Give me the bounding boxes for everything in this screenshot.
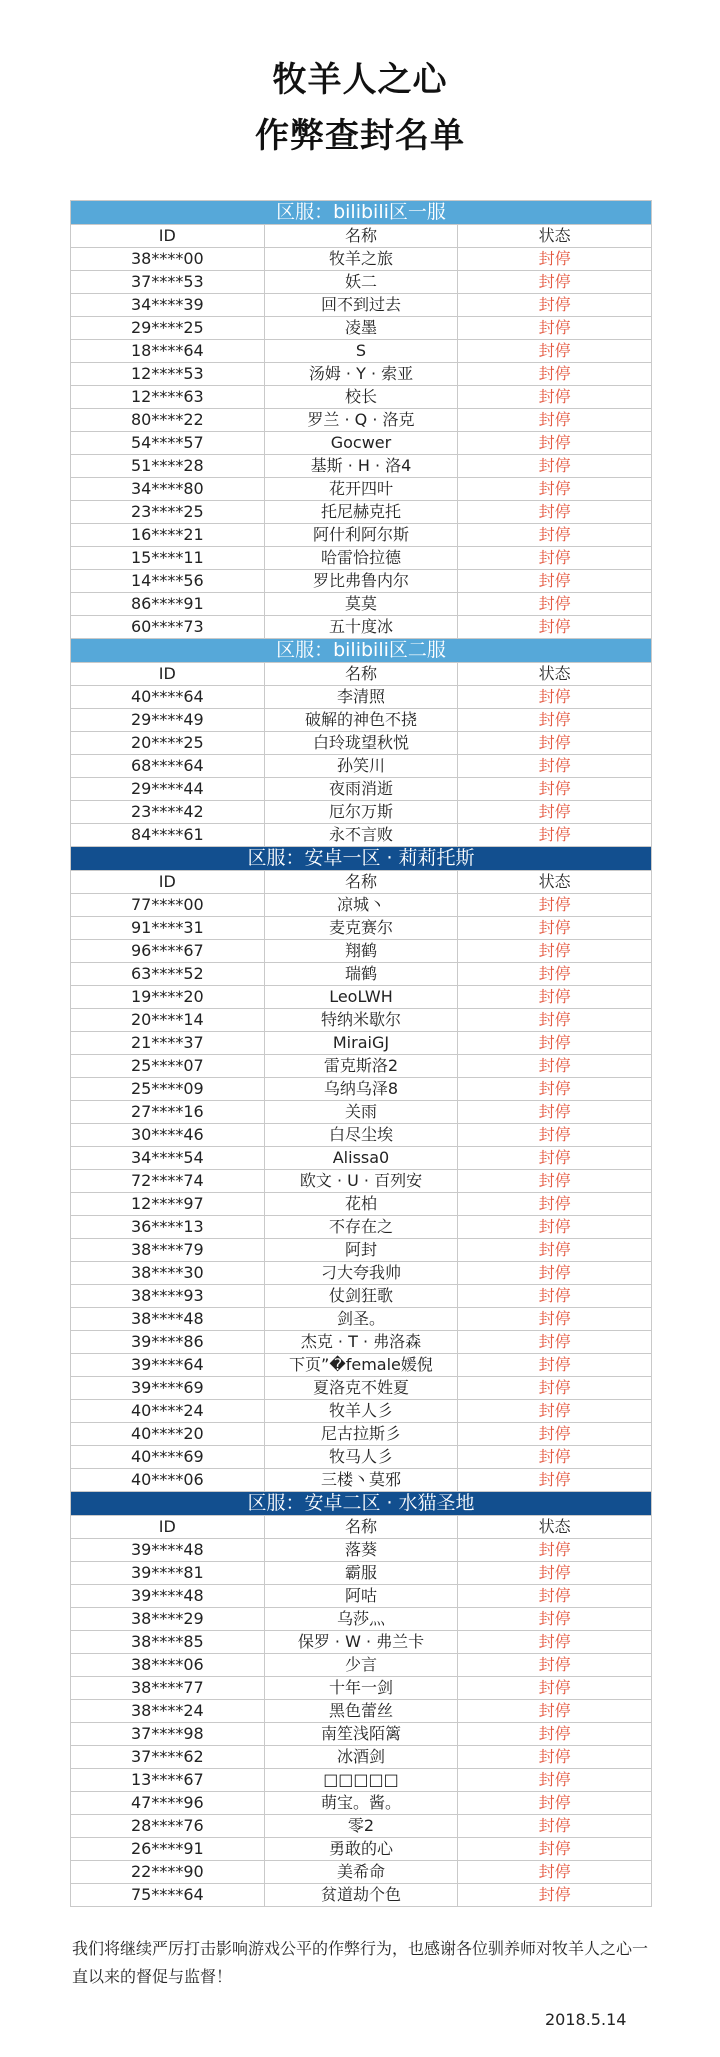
status-cell: 封停: [458, 1677, 652, 1700]
status-cell: 封停: [458, 478, 652, 501]
status-cell: 封停: [458, 1262, 652, 1285]
status-cell: 封停: [458, 1078, 652, 1101]
table-row: [71, 386, 652, 409]
table-row: [71, 547, 652, 570]
status-cell: 封停: [458, 1055, 652, 1078]
section-title: 区服：bilibili区二服: [71, 639, 652, 663]
player-id: 39****48: [71, 1585, 265, 1608]
table-row: [71, 1009, 652, 1032]
status-cell: 封停: [458, 524, 652, 547]
player-id: 77****00: [71, 894, 265, 917]
column-header-name: 名称: [264, 871, 458, 894]
page-title-line2: 作弊查封名单: [255, 116, 465, 156]
player-name: 关雨: [264, 1101, 458, 1124]
table-row: [71, 1884, 652, 1907]
table-row: [71, 1285, 652, 1308]
column-header-id: ID: [71, 1516, 265, 1539]
player-name: 夏洛克不姓夏: [264, 1377, 458, 1400]
table-row: [71, 1239, 652, 1262]
status-cell: 封停: [458, 894, 652, 917]
player-id: 13****67: [71, 1769, 265, 1792]
player-name: S: [264, 340, 458, 363]
table-row: [71, 317, 652, 340]
player-name: 白玲珑望秋悦: [264, 732, 458, 755]
player-name: 麦克赛尔: [264, 917, 458, 940]
player-name: 凌墨: [264, 317, 458, 340]
player-id: 28****76: [71, 1815, 265, 1838]
section-header: [71, 639, 652, 663]
player-name: 尼古拉斯彡: [264, 1423, 458, 1446]
status-cell: 封停: [458, 248, 652, 271]
table-row: [71, 1147, 652, 1170]
table-row: [71, 1078, 652, 1101]
table-row: [71, 1746, 652, 1769]
status-cell: 封停: [458, 271, 652, 294]
table-row: [71, 986, 652, 1009]
player-id: 38****77: [71, 1677, 265, 1700]
player-name: 乌莎灬: [264, 1608, 458, 1631]
table-row: [71, 1032, 652, 1055]
status-cell: 封停: [458, 1170, 652, 1193]
status-cell: 封停: [458, 1838, 652, 1861]
player-name: 阿封: [264, 1239, 458, 1262]
player-id: 75****64: [71, 1884, 265, 1907]
player-id: 39****64: [71, 1354, 265, 1377]
status-cell: 封停: [458, 1539, 652, 1562]
table-row: [71, 1193, 652, 1216]
player-name: 托尼赫克托: [264, 501, 458, 524]
player-name: 莫莫: [264, 593, 458, 616]
table-row: [71, 271, 652, 294]
table-row: [71, 524, 652, 547]
player-id: 38****29: [71, 1608, 265, 1631]
player-id: 38****79: [71, 1239, 265, 1262]
status-cell: 封停: [458, 432, 652, 455]
player-id: 27****16: [71, 1101, 265, 1124]
status-cell: 封停: [458, 940, 652, 963]
table-row: [71, 778, 652, 801]
player-id: 29****25: [71, 317, 265, 340]
table-row: [71, 1700, 652, 1723]
player-id: 20****25: [71, 732, 265, 755]
player-id: 51****28: [71, 455, 265, 478]
player-id: 37****98: [71, 1723, 265, 1746]
status-cell: 封停: [458, 1331, 652, 1354]
column-header-status: 状态: [458, 225, 652, 248]
player-id: 38****48: [71, 1308, 265, 1331]
table-row: [71, 1446, 652, 1469]
section-title: 区服：安卓一区 · 莉莉托斯: [71, 847, 652, 871]
player-id: 36****13: [71, 1216, 265, 1239]
player-id: 18****64: [71, 340, 265, 363]
section-header: [71, 847, 652, 871]
player-name: 刁大夸我帅: [264, 1262, 458, 1285]
table-row: [71, 478, 652, 501]
player-id: 38****24: [71, 1700, 265, 1723]
ban-list: [70, 200, 652, 1907]
player-id: 39****86: [71, 1331, 265, 1354]
player-id: 26****91: [71, 1838, 265, 1861]
table-row: [71, 686, 652, 709]
player-name: 李清照: [264, 686, 458, 709]
table-row: [71, 455, 652, 478]
player-name: 白尽尘埃: [264, 1124, 458, 1147]
status-cell: 封停: [458, 1147, 652, 1170]
status-cell: 封停: [458, 386, 652, 409]
player-id: 19****20: [71, 986, 265, 1009]
player-id: 38****85: [71, 1631, 265, 1654]
player-id: 91****31: [71, 917, 265, 940]
status-cell: 封停: [458, 1285, 652, 1308]
player-name: 欧文 · U · 百列安: [264, 1170, 458, 1193]
status-cell: 封停: [458, 963, 652, 986]
player-name: 回不到过去: [264, 294, 458, 317]
player-name: 牧马人彡: [264, 1446, 458, 1469]
status-cell: 封停: [458, 363, 652, 386]
table-row: [71, 709, 652, 732]
player-name: 黑色蕾丝: [264, 1700, 458, 1723]
status-cell: 封停: [458, 616, 652, 639]
player-id: 38****30: [71, 1262, 265, 1285]
player-id: 47****96: [71, 1792, 265, 1815]
table-row: [71, 363, 652, 386]
column-header-status: 状态: [458, 663, 652, 686]
player-id: 60****73: [71, 616, 265, 639]
player-id: 16****21: [71, 524, 265, 547]
status-cell: 封停: [458, 1654, 652, 1677]
status-cell: 封停: [458, 801, 652, 824]
player-name: 翔鹤: [264, 940, 458, 963]
player-id: 37****62: [71, 1746, 265, 1769]
status-cell: 封停: [458, 1631, 652, 1654]
table-row: [71, 755, 652, 778]
status-cell: 封停: [458, 917, 652, 940]
status-cell: 封停: [458, 732, 652, 755]
player-name: 杰克 · T · 弗洛森: [264, 1331, 458, 1354]
column-header-row: [71, 1516, 652, 1539]
section-title: 区服：bilibili区一服: [71, 201, 652, 225]
status-cell: 封停: [458, 1308, 652, 1331]
table-row: [71, 1331, 652, 1354]
status-cell: 封停: [458, 986, 652, 1009]
player-id: 15****11: [71, 547, 265, 570]
player-id: 30****46: [71, 1124, 265, 1147]
status-cell: 封停: [458, 1216, 652, 1239]
player-name: 瑞鹤: [264, 963, 458, 986]
table-row: [71, 501, 652, 524]
player-id: 68****64: [71, 755, 265, 778]
status-cell: 封停: [458, 1239, 652, 1262]
player-name: 阿咕: [264, 1585, 458, 1608]
player-name: 哈雷恰拉德: [264, 547, 458, 570]
section-header: [71, 1492, 652, 1516]
player-name: 阿什利阿尔斯: [264, 524, 458, 547]
player-id: 23****25: [71, 501, 265, 524]
player-id: 40****64: [71, 686, 265, 709]
column-header-name: 名称: [264, 663, 458, 686]
column-header-id: ID: [71, 225, 265, 248]
table-row: [71, 1101, 652, 1124]
table-row: [71, 1400, 652, 1423]
table-row: [71, 593, 652, 616]
table-row: [71, 1423, 652, 1446]
player-id: 38****00: [71, 248, 265, 271]
table-row: [71, 1469, 652, 1492]
player-id: 37****53: [71, 271, 265, 294]
player-name: 仗剑狂歌: [264, 1285, 458, 1308]
status-cell: 封停: [458, 1585, 652, 1608]
player-id: 25****07: [71, 1055, 265, 1078]
player-id: 80****22: [71, 409, 265, 432]
player-id: 38****93: [71, 1285, 265, 1308]
table-row: [71, 1216, 652, 1239]
column-header-row: [71, 871, 652, 894]
player-name: Alissa0: [264, 1147, 458, 1170]
column-header-name: 名称: [264, 1516, 458, 1539]
player-name: 罗兰 · Q · 洛克: [264, 409, 458, 432]
player-name: 罗比弗鲁内尔: [264, 570, 458, 593]
status-cell: 封停: [458, 1884, 652, 1907]
table-row: [71, 732, 652, 755]
section-header: [71, 201, 652, 225]
player-name: 乌纳乌泽8: [264, 1078, 458, 1101]
status-cell: 封停: [458, 570, 652, 593]
player-name: 牧羊人彡: [264, 1400, 458, 1423]
player-id: 40****20: [71, 1423, 265, 1446]
player-name: 下页”�female媛倪: [264, 1354, 458, 1377]
status-cell: 封停: [458, 1469, 652, 1492]
player-id: 54****57: [71, 432, 265, 455]
table-row: [71, 1262, 652, 1285]
player-name: 贫道劫个色: [264, 1884, 458, 1907]
player-name: 雷克斯洛2: [264, 1055, 458, 1078]
status-cell: 封停: [458, 1746, 652, 1769]
table-row: [71, 1861, 652, 1884]
player-id: 39****81: [71, 1562, 265, 1585]
player-name: 夜雨消逝: [264, 778, 458, 801]
table-row: [71, 1377, 652, 1400]
section-title: 区服：安卓二区 · 水猫圣地: [71, 1492, 652, 1516]
table-row: [71, 248, 652, 271]
player-name: 牧羊之旅: [264, 248, 458, 271]
player-name: 五十度冰: [264, 616, 458, 639]
status-cell: 封停: [458, 1032, 652, 1055]
footer-note: 我们将继续严厉打击影响游戏公平的作弊行为，也感谢各位驯养师对牧羊人之心一直以来的督促与监督！: [72, 1939, 649, 1986]
player-name: 少言: [264, 1654, 458, 1677]
player-name: 汤姆 · Y · 索亚: [264, 363, 458, 386]
status-cell: 封停: [458, 686, 652, 709]
player-name: 零2: [264, 1815, 458, 1838]
table-row: [71, 1769, 652, 1792]
status-cell: 封停: [458, 409, 652, 432]
table-row: [71, 1354, 652, 1377]
player-name: 永不言败: [264, 824, 458, 847]
player-name: 基斯 · H · 洛4: [264, 455, 458, 478]
player-name: 厄尔万斯: [264, 801, 458, 824]
page-title-line1: 牧羊人之心: [272, 60, 448, 100]
table-row: [71, 294, 652, 317]
player-id: 72****74: [71, 1170, 265, 1193]
table-row: [71, 1792, 652, 1815]
table-row: [71, 1562, 652, 1585]
status-cell: 封停: [458, 1446, 652, 1469]
status-cell: 封停: [458, 1562, 652, 1585]
status-cell: 封停: [458, 1608, 652, 1631]
status-cell: 封停: [458, 1723, 652, 1746]
status-cell: 封停: [458, 778, 652, 801]
table-row: [71, 1838, 652, 1861]
player-id: 12****63: [71, 386, 265, 409]
column-header-id: ID: [71, 871, 265, 894]
player-id: 12****97: [71, 1193, 265, 1216]
player-id: 29****44: [71, 778, 265, 801]
player-name: LeoLWH: [264, 986, 458, 1009]
player-name: 孙笑川: [264, 755, 458, 778]
status-cell: 封停: [458, 294, 652, 317]
ban-table: [70, 200, 652, 1907]
status-cell: 封停: [458, 501, 652, 524]
player-name: 特纳米歇尔: [264, 1009, 458, 1032]
player-id: 40****24: [71, 1400, 265, 1423]
status-cell: 封停: [458, 824, 652, 847]
status-cell: 封停: [458, 1124, 652, 1147]
player-id: 20****14: [71, 1009, 265, 1032]
player-name: 不存在之: [264, 1216, 458, 1239]
status-cell: 封停: [458, 1700, 652, 1723]
player-name: 破解的神色不挠: [264, 709, 458, 732]
column-header-name: 名称: [264, 225, 458, 248]
player-id: 40****06: [71, 1469, 265, 1492]
status-cell: 封停: [458, 1193, 652, 1216]
table-row: [71, 1539, 652, 1562]
player-name: 冰酒剑: [264, 1746, 458, 1769]
player-name: 保罗 · W · 弗兰卡: [264, 1631, 458, 1654]
status-cell: 封停: [458, 1792, 652, 1815]
table-row: [71, 1055, 652, 1078]
column-header-row: [71, 663, 652, 686]
status-cell: 封停: [458, 1769, 652, 1792]
player-name: 剑圣。: [264, 1308, 458, 1331]
player-id: 14****56: [71, 570, 265, 593]
player-id: 39****48: [71, 1539, 265, 1562]
player-name: 花柏: [264, 1193, 458, 1216]
status-cell: 封停: [458, 1861, 652, 1884]
table-row: [71, 1585, 652, 1608]
table-row: [71, 1308, 652, 1331]
date-label: 2018.5.14: [545, 2010, 627, 2029]
player-id: 39****69: [71, 1377, 265, 1400]
player-name: Gocwer: [264, 432, 458, 455]
player-name: MiraiGJ: [264, 1032, 458, 1055]
player-name: 校长: [264, 386, 458, 409]
player-id: 12****53: [71, 363, 265, 386]
player-name: 落葵: [264, 1539, 458, 1562]
table-row: [71, 1608, 652, 1631]
status-cell: 封停: [458, 317, 652, 340]
player-id: 34****80: [71, 478, 265, 501]
column-header-id: ID: [71, 663, 265, 686]
status-cell: 封停: [458, 1009, 652, 1032]
table-row: [71, 1677, 652, 1700]
status-cell: 封停: [458, 1400, 652, 1423]
player-id: 63****52: [71, 963, 265, 986]
table-row: [71, 616, 652, 639]
table-row: [71, 1723, 652, 1746]
player-id: 38****06: [71, 1654, 265, 1677]
table-row: [71, 409, 652, 432]
player-name: 萌宝。酱。: [264, 1792, 458, 1815]
status-cell: 封停: [458, 547, 652, 570]
status-cell: 封停: [458, 455, 652, 478]
player-id: 96****67: [71, 940, 265, 963]
status-cell: 封停: [458, 1354, 652, 1377]
status-cell: 封停: [458, 1815, 652, 1838]
player-id: 86****91: [71, 593, 265, 616]
table-row: [71, 894, 652, 917]
player-name: 妖二: [264, 271, 458, 294]
player-name: 美希命: [264, 1861, 458, 1884]
player-name: 南笙浅陌篱: [264, 1723, 458, 1746]
table-row: [71, 824, 652, 847]
player-id: 23****42: [71, 801, 265, 824]
player-id: 40****69: [71, 1446, 265, 1469]
table-row: [71, 1631, 652, 1654]
player-id: 34****54: [71, 1147, 265, 1170]
player-name: 霸服: [264, 1562, 458, 1585]
column-header-row: [71, 225, 652, 248]
player-name: 勇敢的心: [264, 1838, 458, 1861]
player-name: 花开四叶: [264, 478, 458, 501]
table-row: [71, 940, 652, 963]
player-name: 凉城丶: [264, 894, 458, 917]
status-cell: 封停: [458, 1101, 652, 1124]
player-name: 三楼丶莫邪: [264, 1469, 458, 1492]
table-row: [71, 801, 652, 824]
table-row: [71, 432, 652, 455]
player-id: 84****61: [71, 824, 265, 847]
player-id: 34****39: [71, 294, 265, 317]
player-name: □□□□□: [264, 1769, 458, 1792]
table-row: [71, 570, 652, 593]
status-cell: 封停: [458, 593, 652, 616]
table-row: [71, 340, 652, 363]
table-row: [71, 917, 652, 940]
player-id: 22****90: [71, 1861, 265, 1884]
player-name: 十年一剑: [264, 1677, 458, 1700]
column-header-status: 状态: [458, 871, 652, 894]
status-cell: 封停: [458, 709, 652, 732]
table-row: [71, 1124, 652, 1147]
player-id: 29****49: [71, 709, 265, 732]
column-header-status: 状态: [458, 1516, 652, 1539]
status-cell: 封停: [458, 340, 652, 363]
table-row: [71, 1170, 652, 1193]
status-cell: 封停: [458, 1423, 652, 1446]
table-row: [71, 1815, 652, 1838]
table-row: [71, 963, 652, 986]
status-cell: 封停: [458, 1377, 652, 1400]
player-id: 21****37: [71, 1032, 265, 1055]
table-row: [71, 1654, 652, 1677]
status-cell: 封停: [458, 755, 652, 778]
player-id: 25****09: [71, 1078, 265, 1101]
